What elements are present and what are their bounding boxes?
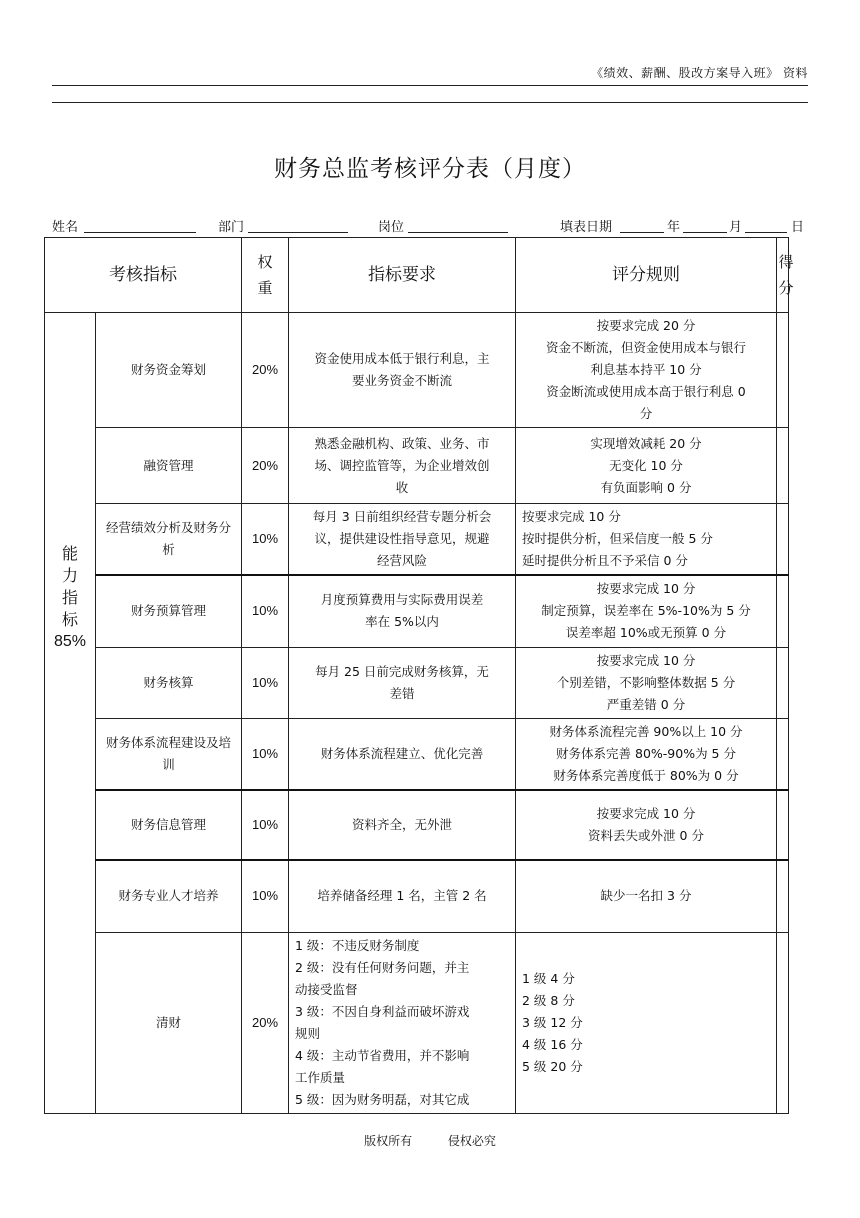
table-row (45, 860, 789, 932)
scoring-rule (516, 932, 777, 1113)
requirement-line: 场、调控监管等，为企业增效创 (314, 457, 490, 473)
requirement-line: 经营风险 (376, 553, 427, 568)
requirement-line: 规则 (295, 1025, 321, 1041)
scoring-rule (516, 718, 777, 790)
requirement-line: 差错 (389, 685, 415, 701)
indicator-requirement (289, 860, 516, 932)
indicator-weight: 10% (242, 575, 289, 647)
table-row (45, 575, 789, 647)
header-rule: 评分规则 (516, 238, 777, 313)
indicator-name: 财务资金筹划 (96, 313, 242, 428)
scoring-rule (516, 313, 777, 428)
position-label: 岗位 (378, 220, 405, 235)
rule-line: 按要求完成 20 分 (596, 318, 696, 333)
indicator-weight: 20% (242, 428, 289, 504)
score-cell[interactable] (777, 428, 789, 504)
indicator-requirement (289, 575, 516, 647)
indicator-weight: 20% (242, 313, 289, 428)
rule-line: 严重差错 0 分 (606, 696, 686, 712)
category-percent: 85% (53, 633, 87, 650)
requirement-line: 议，提供建设性指导意见，规避 (314, 531, 490, 546)
header-score: 得分 (777, 238, 789, 313)
table-row (45, 504, 789, 576)
indicator-name: 经营绩效分析及财务分析 (96, 504, 242, 576)
requirement-line: 月度预算费用与实际费用误差 (320, 592, 484, 608)
scoring-rule (516, 428, 777, 504)
requirement-line: 4 级：主动节省费用，并不影响 (295, 1047, 470, 1063)
date-label: 填表日期 (560, 220, 613, 235)
rule-line: 3 级 12 分 (522, 1014, 583, 1030)
rule-line: 制定预算，误差率在 5%-10%为 5 分 (541, 603, 751, 619)
rule-line: 误差率超 10%或无预算 0 分 (565, 625, 727, 641)
name-label: 姓名 (52, 220, 79, 235)
position-field[interactable] (408, 216, 508, 233)
rule-line: 按时提供分析，但采信度一般 5 分 (522, 531, 713, 546)
score-cell[interactable] (777, 575, 789, 647)
requirement-line: 要业务资金不断流 (351, 373, 452, 388)
scoring-rule (516, 647, 777, 718)
requirement-line: 2 级：没有任何财务问题，并主 (295, 959, 470, 975)
indicator-weight: 10% (242, 504, 289, 576)
rule-line: 4 级 16 分 (522, 1036, 583, 1052)
rule-line: 按要求完成 10 分 (596, 806, 696, 821)
table-row (45, 790, 789, 860)
info-line (52, 216, 808, 236)
dept-field[interactable] (248, 216, 348, 233)
indicator-name: 财务专业人才培养 (96, 860, 242, 932)
indicator-name: 财务信息管理 (96, 790, 242, 860)
header-rule-bottom (52, 102, 808, 103)
requirement-line: 财务体系流程建立、优化完善 (320, 745, 484, 761)
requirement-line: 资料齐全，无外泄 (351, 817, 452, 832)
requirement-line: 3 级：不因自身利益而破坏游戏 (295, 1003, 470, 1019)
requirement-line: 每月 3 日前组织经营专题分析会 (312, 509, 492, 524)
page-title: 财务总监考核评分表（月度） (274, 156, 586, 182)
rule-line: 利息基本持平 10 分 (590, 362, 702, 377)
rule-line: 按要求完成 10 分 (596, 652, 696, 668)
table-row (45, 932, 789, 1113)
indicator-weight: 20% (242, 932, 289, 1113)
footer (0, 1132, 860, 1149)
score-cell[interactable] (777, 790, 789, 860)
name-field[interactable] (84, 216, 196, 233)
header-requirement: 指标要求 (289, 238, 516, 313)
indicator-requirement (289, 718, 516, 790)
indicator-name: 清财 (96, 932, 242, 1113)
score-cell[interactable] (777, 932, 789, 1113)
table-row (45, 428, 789, 504)
score-cell[interactable] (777, 718, 789, 790)
rule-line: 1 级 4 分 (522, 970, 575, 986)
scoring-rule (516, 860, 777, 932)
score-cell[interactable] (777, 647, 789, 718)
requirement-line: 1 级：不违反财务制度 (295, 937, 420, 953)
rule-line: 缺少一名扣 3 分 (600, 888, 692, 904)
table-row (45, 313, 789, 428)
rule-line: 延时提供分析且不予采信 0 分 (522, 553, 688, 568)
rule-line: 个别差错，不影响整体数据 5 分 (556, 674, 736, 690)
requirement-line: 率在 5%以内 (365, 614, 439, 630)
requirement-line: 资金使用成本低于银行利息，主 (314, 351, 490, 366)
indicator-weight: 10% (242, 718, 289, 790)
score-cell[interactable] (777, 860, 789, 932)
header-indicator: 考核指标 (45, 238, 242, 313)
header-weight: 权重 (242, 238, 289, 313)
rule-line: 有负面影响 0 分 (600, 479, 692, 495)
requirement-line: 熟悉金融机构、政策、业务、市 (314, 435, 490, 451)
header-note: 《绩效、薪酬、股改方案导入班》 资料 (591, 66, 808, 80)
table-header-row (45, 238, 789, 313)
indicator-requirement (289, 313, 516, 428)
day-field[interactable] (745, 216, 787, 233)
rule-line: 资金断流或使用成本高于银行利息 0 (546, 384, 746, 399)
requirement-line: 每月 25 日前完成财务核算，无 (315, 663, 489, 679)
requirement-line: 培养储备经理 1 名，主管 2 名 (317, 888, 487, 904)
rule-line: 财务体系完善 80%-90%为 5 分 (556, 745, 736, 761)
category-name: 能力指标 (62, 544, 79, 629)
table-row (45, 718, 789, 790)
table-row (45, 647, 789, 718)
rule-line: 财务体系完善度低于 80%为 0 分 (553, 767, 739, 783)
requirement-line: 5 级：因为财务明磊，对其它成 (295, 1091, 470, 1107)
day-label: 日 (791, 220, 805, 235)
rule-line: 分 (639, 406, 653, 421)
rule-line: 资金不断流，但资金使用成本与银行 (545, 340, 746, 355)
indicator-name: 融资管理 (96, 428, 242, 504)
rule-line: 5 级 20 分 (522, 1058, 583, 1074)
rule-line: 资料丢失或外泄 0 分 (588, 828, 704, 843)
rule-line: 财务体系流程完善 90%以上 10 分 (549, 723, 743, 739)
indicator-name: 财务核算 (96, 647, 242, 718)
year-field[interactable] (620, 216, 664, 233)
scoring-rule (516, 575, 777, 647)
indicator-name: 财务预算管理 (96, 575, 242, 647)
indicator-weight: 10% (242, 790, 289, 860)
indicator-requirement (289, 932, 516, 1113)
header-rule-top (52, 85, 808, 86)
year-label: 年 (667, 220, 681, 235)
rule-line: 无变化 10 分 (609, 457, 683, 473)
footer-copyright: 版权所有 (364, 1134, 413, 1148)
scoring-rule (516, 790, 777, 860)
indicator-requirement (289, 504, 516, 576)
rule-line: 实现增效减耗 20 分 (590, 435, 702, 451)
indicator-requirement (289, 428, 516, 504)
evaluation-table (44, 237, 794, 1114)
indicator-requirement (289, 647, 516, 718)
requirement-line: 收 (395, 479, 409, 495)
dept-label: 部门 (218, 220, 245, 235)
rule-line: 按要求完成 10 分 (522, 509, 621, 524)
indicator-weight: 10% (242, 647, 289, 718)
requirement-line: 动接受监督 (295, 981, 358, 997)
score-cell[interactable] (777, 313, 789, 428)
scoring-rule (516, 504, 777, 576)
rule-line: 按要求完成 10 分 (596, 581, 696, 597)
month-label: 月 (729, 220, 743, 235)
score-cell[interactable] (777, 504, 789, 576)
month-field[interactable] (683, 216, 727, 233)
footer-rights: 侵权必究 (447, 1134, 496, 1148)
indicator-name: 财务体系流程建设及培训 (96, 718, 242, 790)
category-cell (45, 313, 96, 1114)
indicator-weight: 10% (242, 860, 289, 932)
indicator-requirement (289, 790, 516, 860)
rule-line: 2 级 8 分 (522, 992, 575, 1008)
requirement-line: 工作质量 (295, 1069, 346, 1085)
